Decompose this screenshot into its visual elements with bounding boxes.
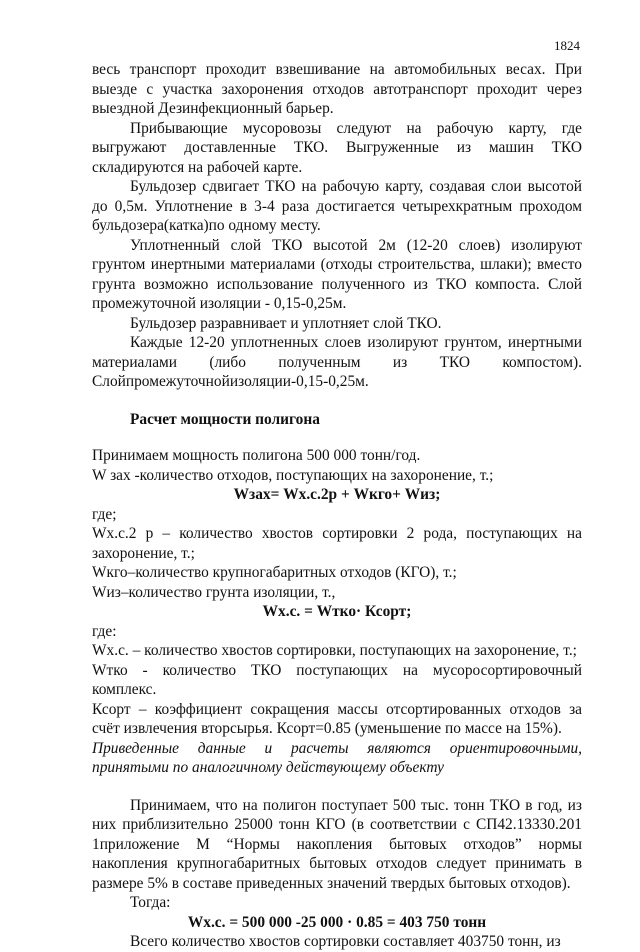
paragraph: Прибывающие мусоровозы следуют на рабочую карту, где выгружают доставленные ТКО. Выгруженные из машин ТКО складируются на рабочей карте. xyxy=(92,119,582,176)
paragraph: Wтко - количество ТКО поступающих на мусоросортировочный комплекс. xyxy=(92,661,582,698)
formula: Wзах= Wх.с.2р + Wкго+ Wиз; xyxy=(233,486,441,503)
paragraph: Wх.с.2 р – количество хвостов сортировки 2 рода, поступающих на захоронение, т.; xyxy=(92,525,582,562)
paragraph: W зах -количество отходов, поступающих на захоронение, т.; xyxy=(92,466,494,484)
section-heading: Расчет мощности полигона xyxy=(130,410,320,428)
paragraph: где; xyxy=(92,505,117,523)
paragraph: Тогда: xyxy=(130,894,171,911)
paragraph: Каждые 12-20 уплотненных слоев изолируют грунтом, инертными материалами (либо полученным из ТКО компостом). Слойпромежуточнойизоляции-0,15-0,25м. xyxy=(92,334,582,390)
paragraph: весь транспорт проходит взвешивание на автомобильных весах. При выезде с участка захоронения отходов автотранспорт проходит через выездной Дезинфекционный барьер. xyxy=(92,61,582,117)
paragraph: Принимаем, что на полигон поступает 500 тыс. тонн ТКО в год, из них приблизительно 25000 тонн КГО (в соответствии с СП42.13330.201 1приложение М “Нормы накопления бытовых отходов” нормы накопления крупногабаритных бытовых отходов следует принимать в размере 5% в составе приведенных значений твердых бытовых отходов). xyxy=(92,796,582,892)
paragraph: Бульдозер разравнивает и уплотняет слой ТКО. xyxy=(130,314,442,332)
paragraph: Уплотненный слой ТКО высотой 2м (12-20 слоев) изолируют грунтом инертными материалами (отходы строительства, шлаки); вместо грунта возможно использование полученного из ТКО компоста. Слой промежуточной изоляции - 0,15-0,25м. xyxy=(92,236,582,312)
page-number: 1824 xyxy=(554,38,580,53)
paragraph: Ксорт – коэффициент сокращения массы отсортированных отходов за счёт извлечения вторсырья. Ксорт=0.85 (уменьшение по массе на 15%). xyxy=(92,700,582,737)
paragraph: Принимаем мощность полигона 500 000 тонн/год. xyxy=(92,447,421,464)
paragraph: Бульдозер сдвигает ТКО на рабочую карту, создавая слои высотой до 0,5м. Уплотнение в 3-4 раза достигается четырехкратным проходом бульдозера(катка)по одному месту. xyxy=(92,178,582,234)
paragraph: Всего количество хвостов сортировки составляет 403750 тонн, из xyxy=(130,933,561,950)
page-content xyxy=(92,60,582,952)
italic-note: Приведенные данные и расчеты являются ориентировочными, принятыми по аналогичному действующему объекту xyxy=(92,739,582,776)
formula: Wх.с. = Wтко· Ксорт; xyxy=(262,603,412,620)
formula: Wх.с. = 500 000 -25 000 · 0.85 = 403 750 тонн xyxy=(187,913,487,931)
paragraph: Wиз–количество грунта изоляции, т., xyxy=(92,583,336,601)
paragraph: Wкго–количество крупногабаритных отходов (КГО), т.; xyxy=(92,564,457,581)
paragraph: Wх.с. – количество хвостов сортировки, поступающих на захоронение, т.; xyxy=(92,642,577,659)
paragraph: где: xyxy=(92,622,117,640)
